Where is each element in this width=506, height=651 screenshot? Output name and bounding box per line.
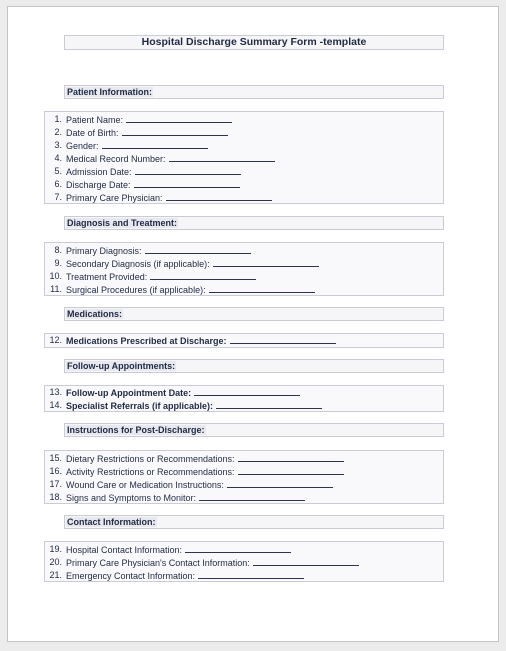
dietary-restrictions-field[interactable] [238,452,344,462]
section-heading-instructions-post-discharge: Instructions for Post-Discharge: [64,423,444,437]
field-label: Follow-up Appointment Date: [66,388,192,398]
wound-care-field[interactable] [227,478,333,488]
field-label: Patient Name: [66,115,124,125]
activity-restrictions-field[interactable] [238,465,344,475]
physician-contact-field[interactable] [253,556,359,566]
gender-field[interactable] [102,139,208,149]
field-label: Specialist Referrals (if applicable): [66,401,214,411]
medical-record-number-field[interactable] [169,152,275,162]
field-label: Dietary Restrictions or Recommendations: [66,454,235,464]
field-label: Surgical Procedures (if applicable): [66,285,206,295]
hospital-contact-field[interactable] [185,543,291,553]
field-label: Treatment Provided: [66,272,148,282]
admission-date-field[interactable] [135,165,241,175]
field-label: Primary Care Physician: [66,193,163,203]
form-title: Hospital Discharge Summary Form -template [64,35,444,50]
section-box-follow-up-appointments: 13. Follow-up Appointment Date: 14. Specialist Referrals (if applicable): [44,385,444,412]
field-label: Admission Date: [66,167,132,177]
primary-diagnosis-field[interactable] [145,244,251,254]
field-label: Hospital Contact Information: [66,545,183,555]
section-box-patient-information: 1. Patient Name: 2. Date of Birth: 3. Gender: 4. Medical Record Number: 5. Admission Date: 6. Discharge Date: 7. Primary Care Physician: [44,111,444,204]
section-box-diagnosis-and-treatment: 8. Primary Diagnosis: 9. Secondary Diagnosis (if applicable): 10. Treatment Provided: 11. Surgical Procedures (if applicable): [44,242,444,296]
field-label: Discharge Date: [66,180,131,190]
field-label: Date of Birth: [66,128,119,138]
field-label: Primary Care Physician's Contact Information: [66,558,250,568]
medications-prescribed-field[interactable] [230,334,336,344]
section-heading-contact-information: Contact Information: [64,515,444,529]
secondary-diagnosis-field[interactable] [213,257,319,267]
field-label: Signs and Symptoms to Monitor: [66,493,197,503]
field-label: Medications Prescribed at Discharge: [66,336,227,346]
field-label: Primary Diagnosis: [66,246,142,256]
field-label: Secondary Diagnosis (if applicable): [66,259,210,269]
treatment-provided-field[interactable] [150,270,256,280]
section-heading-medications: Medications: [64,307,444,321]
patient-name-field[interactable] [126,113,232,123]
surgical-procedures-field[interactable] [209,283,315,293]
primary-care-physician-field[interactable] [166,191,272,201]
section-box-instructions-post-discharge: 15. Dietary Restrictions or Recommendations: 16. Activity Restrictions or Recommendations: 17. Wound Care or Medication Instructions: 18. Signs and Symptoms to Monitor: [44,450,444,504]
field-label: Wound Care or Medication Instructions: [66,480,224,490]
field-label: Activity Restrictions or Recommendations: [66,467,235,477]
section-heading-follow-up-appointments: Follow-up Appointments: [64,359,444,373]
date-of-birth-field[interactable] [122,126,228,136]
section-heading-patient-information: Patient Information: [64,85,444,99]
field-label: Gender: [66,141,99,151]
section-box-contact-information: 19. Hospital Contact Information: 20. Primary Care Physician's Contact Information: 21. Emergency Contact Information: [44,541,444,582]
discharge-date-field[interactable] [134,178,240,188]
section-heading-diagnosis-and-treatment: Diagnosis and Treatment: [64,216,444,230]
field-label: Emergency Contact Information: [66,571,196,581]
field-label: Medical Record Number: [66,154,166,164]
signs-and-symptoms-field[interactable] [199,491,305,501]
section-box-medications: 12. Medications Prescribed at Discharge: [44,333,444,348]
specialist-referrals-field[interactable] [216,399,322,409]
document-page [7,6,499,642]
emergency-contact-field[interactable] [198,569,304,579]
follow-up-appointment-date-field[interactable] [194,386,300,396]
